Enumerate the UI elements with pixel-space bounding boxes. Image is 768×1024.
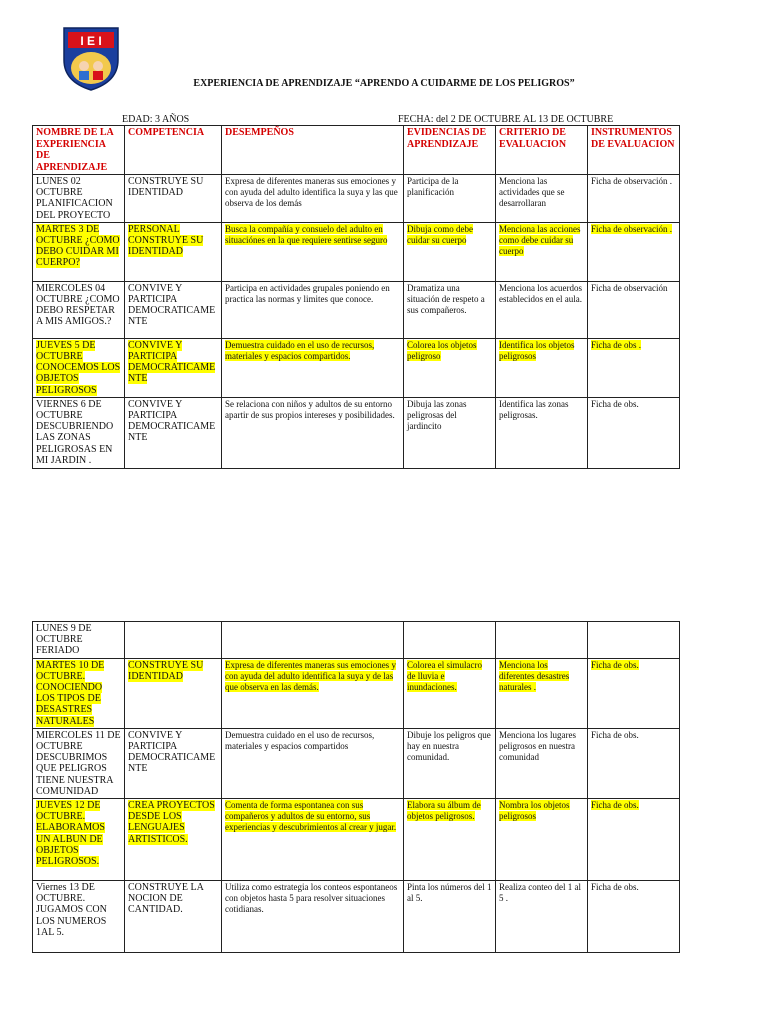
cell-text: VIERNES 6 DE OCTUBRE DESCUBRIENDO LAS ZONAS PELIGROSAS EN MI JARDIN . <box>36 398 114 466</box>
cell-text: CONVIVE Y PARTICIPA DEMOCRATICAME NTE <box>128 339 216 385</box>
cell-text: CREA PROYECTOS DESDE LOS LENGUAJES ARTISTICOS. <box>128 800 215 845</box>
competencia-cell <box>125 397 222 468</box>
cell-text: Se relaciona con niños y adultos de su entorno apartir de sus propios intereses y posibilidades. <box>225 398 395 420</box>
competencia-cell <box>125 728 222 798</box>
competencia-cell <box>125 658 222 728</box>
desempeno-cell <box>222 338 404 397</box>
cell-text: Nombra los objetos peligrosos <box>499 800 570 822</box>
instrumento-cell <box>588 728 680 798</box>
competencia-cell <box>125 799 222 881</box>
logo-lettering: I E I <box>80 34 102 48</box>
instrumento-cell <box>588 799 680 881</box>
cell-text: Menciona los diferentes desastres naturales . <box>499 659 570 692</box>
cell-text: MIERCOLES 11 DE OCTUBRE DESCUBRIMOS QUE PELIGROS TIENE NUESTRA COMUNIDAD <box>36 729 121 797</box>
cell-text: Demuestra cuidado en el uso de recursos, materiales y espacios compartidos <box>225 729 375 751</box>
cell-text: Identifica las zonas peligrosas. <box>499 398 569 420</box>
table-row <box>33 175 680 223</box>
desempeno-cell <box>222 658 404 728</box>
instrumento-cell <box>588 338 680 397</box>
nombre-cell <box>33 622 125 659</box>
desempeno-cell <box>222 222 404 281</box>
nombre-cell <box>33 175 125 223</box>
competencia-cell <box>125 175 222 223</box>
evidencia-cell <box>404 622 496 659</box>
cell-text: Ficha de obs. <box>591 398 639 409</box>
desempeno-cell <box>222 728 404 798</box>
criterio-cell <box>496 658 588 728</box>
nombre-cell <box>33 338 125 397</box>
cell-text: Identifica los objetos peligrosos <box>499 339 575 361</box>
age-label: EDAD: 3 AÑOS <box>122 114 190 125</box>
cell-text: Ficha de observación . <box>591 176 672 186</box>
table-row <box>33 222 680 281</box>
evidencia-cell <box>404 222 496 281</box>
desempeno-cell <box>222 622 404 659</box>
cell-text: JUEVES 12 DE OCTUBRE. ELABORAMOS UN ALBUN DE OBJETOS PELIGROSOS. <box>36 800 105 868</box>
cell-text: Dibuje los peligros que hay en nuestra comunidad. <box>407 729 491 762</box>
desempeno-cell <box>222 881 404 953</box>
desempeno-cell <box>222 175 404 223</box>
planning-table-week-2 <box>32 621 680 953</box>
cell-text: Ficha de obs. <box>591 800 639 811</box>
evidencia-cell <box>404 281 496 338</box>
nombre-cell <box>33 281 125 338</box>
evidencia-cell <box>404 175 496 223</box>
table-row <box>33 281 680 338</box>
cell-text: Ficha de obs. <box>591 729 639 740</box>
competencia-cell <box>125 281 222 338</box>
desempeno-cell <box>222 281 404 338</box>
cell-text: CONVIVE Y PARTICIPA DEMOCRATICAME NTE <box>128 282 216 328</box>
cell-text: Ficha de observación <box>591 282 668 293</box>
desempeno-cell <box>222 799 404 881</box>
cell-text: Ficha de obs. <box>591 882 639 893</box>
criterio-cell <box>496 281 588 338</box>
competencia-cell <box>125 222 222 281</box>
nombre-cell <box>33 881 125 953</box>
cell-text: Utiliza como estrategia los conteos espontaneos con objetos hasta 5 para resolver situaciones cotidianas. <box>225 882 398 915</box>
criterio-cell <box>496 175 588 223</box>
criterio-cell <box>496 397 588 468</box>
document-title: EXPERIENCIA DE APRENDIZAJE “APRENDO A CUIDARME DE LOS PELIGROS” <box>193 78 575 89</box>
instrumento-cell <box>588 281 680 338</box>
instrumento-cell <box>588 881 680 953</box>
competencia-cell <box>125 881 222 953</box>
instrumento-cell <box>588 397 680 468</box>
criterio-cell <box>496 881 588 953</box>
cell-text: PERSONAL CONSTRUYE SU IDENTIDAD <box>128 223 204 258</box>
cell-text: Menciona las actividades que se desarrollaran <box>499 176 565 208</box>
cell-text: CONSTRUYE SU IDENTIDAD <box>128 176 204 199</box>
nombre-cell <box>33 397 125 468</box>
cell-text: Participa de la planificación <box>407 176 459 197</box>
desempeno-cell <box>222 397 404 468</box>
cell-text: Ficha de obs. <box>591 659 639 670</box>
table-header-row <box>33 126 680 175</box>
nombre-cell <box>33 799 125 881</box>
evidencia-cell <box>404 338 496 397</box>
cell-text: CONVIVE Y PARTICIPA DEMOCRATICAME NTE <box>128 729 216 775</box>
criterio-cell <box>496 222 588 281</box>
cell-text: Menciona los acuerdos establecidos en el aula. <box>499 282 582 304</box>
criterio-cell <box>496 728 588 798</box>
table-row <box>33 622 680 659</box>
cell-text: MARTES 10 DE OCTUBRE. CONOCIENDO LOS TIPOS DE DESASTRES NATURALES <box>36 659 105 727</box>
cell-text: MIERCOLES 04 OCTUBRE ¿COMO DEBO RESPETAR A MIS AMIGOS.? <box>36 282 120 328</box>
cell-text: Dibuja como debe cuidar su cuerpo <box>407 223 473 245</box>
evidencia-cell <box>404 799 496 881</box>
cell-text: Ficha de obs . <box>591 339 641 350</box>
cell-text: Menciona las acciones como debe cuidar su cuerpo <box>499 223 581 256</box>
planning-table-week-1 <box>32 125 680 469</box>
cell-text: LUNES 02 OCTUBRE PLANIFICACION DEL PROYECTO <box>36 176 113 221</box>
cell-text: CONVIVE Y PARTICIPA DEMOCRATICAME NTE <box>128 398 216 444</box>
table-row <box>33 397 680 468</box>
nombre-cell <box>33 658 125 728</box>
cell-text: Colorea el simulacro de lluvia e inundaciones. <box>407 659 482 692</box>
cell-text: MARTES 3 DE OCTUBRE ¿COMO DEBO CUIDAR MI CUERPO? <box>36 223 120 269</box>
criterio-cell <box>496 622 588 659</box>
evidencia-cell <box>404 881 496 953</box>
table-row <box>33 658 680 728</box>
cell-text: CONSTRUYE SU IDENTIDAD <box>128 659 204 682</box>
cell-text: Colorea los objetos peligroso <box>407 339 477 361</box>
cell-text: Dibuja las zonas peligrosas del jardincito <box>407 398 467 431</box>
competencia-cell <box>125 622 222 659</box>
cell-text: Elabora su álbum de objetos peligrosos. <box>407 800 481 822</box>
nombre-cell <box>33 728 125 798</box>
cell-text: Busca la compañía y consuelo del adulto en situaciónes en la que requiere sentirse seguro <box>225 223 388 245</box>
table-row <box>33 338 680 397</box>
criterio-cell <box>496 799 588 881</box>
cell-text: Comenta de forma espontanea con sus compañeros y adultos de su entorno, sus experiencias y descubrimientos al crear y jugar. <box>225 800 397 833</box>
cell-text: Ficha de observación . <box>591 223 672 234</box>
cell-text: LUNES 9 DE OCTUBRE FERIADO <box>36 623 92 657</box>
instrumento-cell <box>588 175 680 223</box>
header-nombre: NOMBRE DE LA EXPERIENCIA DE APRENDIZAJE <box>33 126 125 175</box>
cell-text: Pinta los números del 1 al 5. <box>407 882 492 904</box>
header-instrumentos: INSTRUMENTOS DE EVALUACION <box>588 126 680 175</box>
cell-text: Viernes 13 DE OCTUBRE. JUGAMOS CON LOS NUMEROS 1AL 5. <box>36 882 107 938</box>
header-evidencias: EVIDENCIAS DE APRENDIZAJE <box>404 126 496 175</box>
nombre-cell <box>33 222 125 281</box>
cell-text: Participa en actividades grupales poniendo en practica las normas y limites que conoce. <box>225 282 390 304</box>
cell-text: Realiza conteo del 1 al 5 . <box>499 882 581 904</box>
evidencia-cell <box>404 658 496 728</box>
criterio-cell <box>496 338 588 397</box>
header-competencia: COMPETENCIA <box>125 126 222 175</box>
instrumento-cell <box>588 222 680 281</box>
table-row <box>33 881 680 953</box>
header-criterio: CRITERIO DE EVALUACION <box>496 126 588 175</box>
table-row <box>33 799 680 881</box>
cell-text: Dramatiza una situación de respeto a sus compañeros. <box>407 282 485 315</box>
cell-text: CONSTRUYE LA NOCION DE CANTIDAD. <box>128 882 204 916</box>
cell-text: JUEVES 5 DE OCTUBRE CONOCEMOS LOS OBJETOS PELIGROSOS <box>36 339 121 396</box>
date-range-label: FECHA: del 2 DE OCTUBRE AL 13 DE OCTUBRE <box>398 114 614 125</box>
table-row <box>33 728 680 798</box>
cell-text: Menciona los lugares peligrosos en nuestra comunidad <box>499 729 576 762</box>
cell-text: Demuestra cuidado en el uso de recursos, materiales y espacios compartidos. <box>225 339 375 361</box>
cell-text: Expresa de diferentes maneras sus emociones y con ayuda del adulto identifica la suya y las que observa de los demás <box>225 176 398 208</box>
competencia-cell <box>125 338 222 397</box>
evidencia-cell <box>404 397 496 468</box>
instrumento-cell <box>588 658 680 728</box>
instrumento-cell <box>588 622 680 659</box>
header-desempenos: DESEMPEÑOS <box>222 126 404 175</box>
evidencia-cell <box>404 728 496 798</box>
cell-text: Expresa de diferentes maneras sus emociones y con ayuda del adulto identifica la suya y de las que observa en las demás. <box>225 659 396 692</box>
